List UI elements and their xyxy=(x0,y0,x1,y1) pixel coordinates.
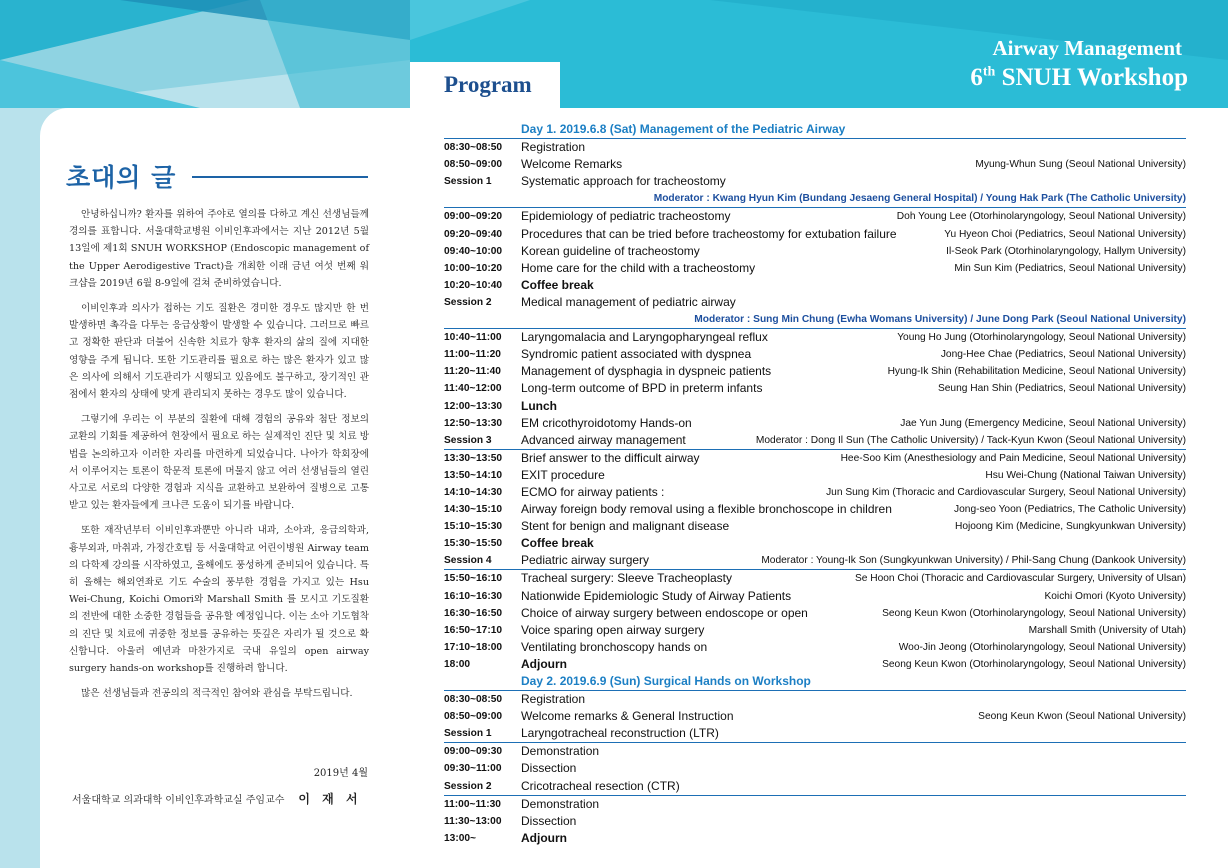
speaker-cell: Seong Keun Kwon (Otorhinolaryngology, Seoul National University) xyxy=(882,658,1186,670)
talk-title: Coffee break xyxy=(521,277,594,292)
session-label: Session 3 xyxy=(444,434,492,446)
schedule-row xyxy=(444,535,1186,552)
moderator-row xyxy=(444,190,1186,208)
session-label: Session 2 xyxy=(444,780,492,792)
schedule-row xyxy=(444,796,1186,813)
schedule-row xyxy=(444,277,1186,294)
talk-title: Registration xyxy=(521,140,586,155)
workshop-title-line2 xyxy=(970,64,1188,92)
speaker-cell: Marshall Smith (University of Utah) xyxy=(1028,624,1186,636)
session-row xyxy=(444,552,1186,570)
time-cell: 11:20~11:40 xyxy=(444,366,501,378)
time-cell: 10:20~10:40 xyxy=(444,279,503,291)
session-title: Pediatric airway surgery xyxy=(521,553,650,568)
speaker-cell: Myung-Whun Sung (Seoul National University) xyxy=(975,159,1186,171)
speaker-cell: Hojoong Kim (Medicine, Sungkyunkwan University) xyxy=(954,521,1186,533)
paragraph: 그렇기에 우리는 이 부분의 질환에 대해 경험의 공유와 첨단 정보의 교환의 기회를 제공하여 현장에서 필요로 하는 실제적인 진단 및 치료 방법을 논의하고자 이러한 자리를 마련하게 되었습니다. 나아가 학회장에서 이루어지는 토론이 학문적 토론에 머물지 않고 여러 선생님들의 열린 사고로 서로의 다양한 경험과 지식을 교환하고 보완하여 질병으로 고통받고 있는 환자들에게 크나큰 도움이 되기를 바랍니다. xyxy=(69,414,369,512)
invitation-body xyxy=(69,206,369,710)
talk-title: Management of dysphagia in dyspneic patients xyxy=(521,364,772,379)
schedule-row xyxy=(444,363,1186,380)
talk-title: Demonstration xyxy=(521,744,600,759)
session-label: Session 2 xyxy=(444,296,492,308)
schedule-row xyxy=(444,156,1186,173)
signer-name: 이 재 서 xyxy=(298,792,362,806)
schedule-row xyxy=(444,708,1186,725)
talk-title: EM cricothyroidotomy Hands-on xyxy=(521,415,692,430)
schedule-row xyxy=(444,691,1186,708)
schedule-row xyxy=(444,518,1186,535)
session-label: Session 4 xyxy=(444,555,492,567)
time-cell: 11:00~11:30 xyxy=(444,798,501,810)
talk-title: Adjourn xyxy=(521,830,567,845)
schedule-row xyxy=(444,484,1186,501)
session-row xyxy=(444,725,1186,743)
speaker-cell: Jae Yun Jung (Emergency Medicine, Seoul National University) xyxy=(900,417,1186,429)
time-cell: 08:50~09:00 xyxy=(444,159,503,171)
time-cell: 13:00~ xyxy=(444,832,477,844)
talk-title: Syndromic patient associated with dyspnea xyxy=(521,347,752,362)
time-cell: 10:40~11:00 xyxy=(444,332,502,344)
talk-title: Ventilating bronchoscopy hands on xyxy=(521,639,708,654)
talk-title: Coffee break xyxy=(521,536,594,551)
talk-title: Long-term outcome of BPD in preterm infants xyxy=(521,381,763,396)
schedule-row xyxy=(444,639,1186,656)
session-title: Advanced airway management xyxy=(521,432,686,447)
schedule-row xyxy=(444,656,1186,673)
paragraph: 안녕하십니까? 환자를 위하여 주야로 열의를 다하고 계신 선생님들께 경의를 표합니다. 서울대학교병원 이비인후과에서는 지난 2012년 5월 13일에 제1회 SNUH WORKSHOP (Endoscopic management of the Upper Aerodigestive Tract)을 개최한 이래 금년 여섯 번째 워크샵을 2019년 6월 8-9일에 걸쳐 준비하였습니다. xyxy=(69,209,369,289)
talk-title: EXIT procedure xyxy=(521,467,605,482)
schedule-row xyxy=(444,622,1186,639)
speaker-cell: Jun Sung Kim (Thoracic and Cardiovascular Surgery, Seoul National University) xyxy=(826,486,1186,498)
time-cell: 10:00~10:20 xyxy=(444,262,503,274)
time-cell: 18:00 xyxy=(444,658,471,670)
time-cell: 09:40~10:00 xyxy=(444,245,503,257)
schedule-row xyxy=(444,329,1186,346)
talk-title: Airway foreign body removal using a flexible bronchoscope in children xyxy=(521,502,892,517)
moderator-text: Moderator : Sung Min Chung (Ewha Womans University) / June Dong Park (Seoul National University) xyxy=(694,314,1186,326)
time-cell: 16:50~17:10 xyxy=(444,624,503,636)
time-cell: 09:00~09:30 xyxy=(444,746,503,758)
schedule-row xyxy=(444,830,1186,847)
program-title: Program xyxy=(444,72,532,97)
workshop-name: SNUH Workshop xyxy=(995,64,1188,91)
schedule-row xyxy=(444,139,1186,156)
workshop-number: 6 xyxy=(970,64,983,91)
schedule-row xyxy=(444,208,1186,225)
talk-title: Voice sparing open airway surgery xyxy=(521,622,705,637)
talk-title: Lunch xyxy=(521,398,557,413)
signature-line xyxy=(72,790,368,807)
speaker-cell: Young Ho Jung (Otorhinolaryngology, Seoul National University) xyxy=(897,332,1186,344)
schedule-row xyxy=(444,743,1186,760)
talk-title: Demonstration xyxy=(521,796,600,811)
day-header xyxy=(444,673,1186,691)
speaker-cell: Seong Keun Kwon (Otorhinolaryngology, Seoul National University) xyxy=(882,607,1186,619)
time-cell: 16:10~16:30 xyxy=(444,590,503,602)
speaker-cell: Woo-Jin Jeong (Otorhinolaryngology, Seoul National University) xyxy=(898,641,1186,653)
speaker-cell: Koichi Omori (Kyoto University) xyxy=(1044,590,1186,602)
schedule-row xyxy=(444,467,1186,484)
time-cell: 14:10~14:30 xyxy=(444,486,503,498)
session-title: Cricotracheal resection (CTR) xyxy=(521,778,680,793)
talk-title: Welcome Remarks xyxy=(521,157,623,172)
session-label: Session 1 xyxy=(444,728,492,740)
time-cell: 08:30~08:50 xyxy=(444,142,503,154)
time-cell: 13:50~14:10 xyxy=(444,469,503,481)
invitation-title: 초대의 글 xyxy=(66,163,177,192)
schedule-row xyxy=(444,243,1186,260)
speaker-cell: Seong Keun Kwon (Seoul National University) xyxy=(978,711,1186,723)
time-cell: 15:50~16:10 xyxy=(444,573,503,585)
speaker-cell: Yu Hyeon Choi (Pediatrics, Seoul National University) xyxy=(944,228,1186,240)
talk-title: Laryngomalacia and Laryngopharyngeal reflux xyxy=(521,330,768,345)
speaker-cell: Hsu Wei-Chung (National Taiwan University) xyxy=(985,469,1186,481)
session-title: Systematic approach for tracheostomy xyxy=(521,174,726,189)
schedule-row xyxy=(444,501,1186,518)
moderator-row xyxy=(444,311,1186,329)
talk-title: Home care for the child with a tracheostomy xyxy=(521,260,756,275)
talk-title: Dissection xyxy=(521,813,577,828)
session-row xyxy=(444,173,1186,190)
talk-title: Choice of airway surgery between endoscope or open xyxy=(521,605,808,620)
talk-title: Korean guideline of tracheostomy xyxy=(521,243,700,258)
schedule-row xyxy=(444,226,1186,243)
time-cell: 11:00~11:20 xyxy=(444,349,501,361)
talk-title: ECMO for airway patients : xyxy=(521,484,665,499)
moderator-text: Moderator : Kwang Hyun Kim (Bundang Jesaeng General Hospital) / Young Hak Park (The Catholic University) xyxy=(653,193,1186,205)
invitation-date: 2019년 4월 xyxy=(313,768,368,779)
time-cell: 08:30~08:50 xyxy=(444,694,503,706)
talk-title: Registration xyxy=(521,692,586,707)
moderator-text: Moderator : Young-Ik Son (Sungkyunkwan University) / Phil-Sang Chung (Dankook University) xyxy=(761,555,1186,567)
talk-title: Stent for benign and malignant disease xyxy=(521,519,730,534)
moderator-text: Moderator : Dong Il Sun (The Catholic University) / Tack-Kyun Kwon (Seoul National University) xyxy=(755,434,1186,446)
speaker-cell: Il-Seok Park (Otorhinolaryngology, Hallym University) xyxy=(946,245,1186,257)
affiliation: 서울대학교 의과대학 이비인후과학교실 주임교수 xyxy=(72,795,285,806)
workshop-suffix: th xyxy=(982,64,996,80)
schedule-row xyxy=(444,605,1186,622)
talk-title: Brief answer to the difficult airway xyxy=(521,450,700,465)
talk-title: Epidemiology of pediatric tracheostomy xyxy=(521,209,731,224)
speaker-cell: Se Hoon Choi (Thoracic and Cardiovascular Surgery, University of Ulsan) xyxy=(854,573,1186,585)
program-table xyxy=(444,121,1186,847)
speaker-cell: Jong-seo Yoon (Pediatrics, The Catholic University) xyxy=(954,504,1186,516)
time-cell: 12:50~13:30 xyxy=(444,417,503,429)
session-row xyxy=(444,294,1186,311)
time-cell: 11:30~13:00 xyxy=(444,815,502,827)
speaker-cell: Doh Young Lee (Otorhinolaryngology, Seoul National University) xyxy=(896,211,1186,223)
day-title: Day 1. 2019.6.8 (Sat) Management of the Pediatric Airway xyxy=(521,122,846,136)
time-cell: 09:30~11:00 xyxy=(444,763,502,775)
time-cell: 13:30~13:50 xyxy=(444,452,503,464)
time-cell: 15:10~15:30 xyxy=(444,521,503,533)
talk-title: Adjourn xyxy=(521,656,567,671)
time-cell: 15:30~15:50 xyxy=(444,538,503,550)
schedule-row xyxy=(444,813,1186,830)
schedule-row xyxy=(444,398,1186,415)
speaker-cell: Min Sun Kim (Pediatrics, Seoul National University) xyxy=(954,262,1186,274)
session-title: Laryngotracheal reconstruction (LTR) xyxy=(521,726,719,741)
time-cell: 14:30~15:10 xyxy=(444,504,503,516)
schedule-row xyxy=(444,260,1186,277)
schedule-row xyxy=(444,588,1186,605)
speaker-cell: Seung Han Shin (Pediatrics, Seoul National University) xyxy=(937,383,1186,395)
schedule-row xyxy=(444,450,1186,467)
speaker-cell: Hyung-Ik Shin (Rehabilitation Medicine, Seoul National University) xyxy=(887,366,1186,378)
day-header xyxy=(444,121,1186,139)
time-cell: 16:30~16:50 xyxy=(444,607,503,619)
session-row xyxy=(444,432,1186,450)
talk-title: Dissection xyxy=(521,761,577,776)
schedule-row xyxy=(444,570,1186,587)
paragraph: 또한 재작년부터 이비인후과뿐만 아니라 내과, 소아과, 응급의학과, 흉부외과, 마취과, 가정간호팀 등 서울대학교 어린이병원 Airway team의 다학제 강의를 시작하였고, 올해에도 풍성하게 준비되어 있습니다. 특히 올해는 해외연좌로 기도 수술의 풍부한 경험을 가지고 있는 Hsu Wei-Chung, Koichi Omori와 Marshall Smith 를 모시고 기도질환의 전반에 대한 소중한 경험들을 공유할 예정입니다. 이는 소아 기도협착의 진단 및 치료에 귀중한 정보를 공유하는 뜻깊은 자리가 될 것으로 확신합니다. 아울러 예년과 마찬가지로 국내 유일의 open airway surgery hands-on workshop를 진행하려 합니다. xyxy=(69,525,369,675)
time-cell: 17:10~18:00 xyxy=(444,641,503,653)
speaker-cell: Hee-Soo Kim (Anesthesiology and Pain Medicine, Seoul National University) xyxy=(840,452,1186,464)
schedule-row xyxy=(444,380,1186,397)
paragraph: 많은 선생님들과 전공의의 적극적인 참여와 관심을 부탁드립니다. xyxy=(81,688,353,700)
day-title: Day 2. 2019.6.9 (Sun) Surgical Hands on Workshop xyxy=(521,674,811,688)
talk-title: Procedures that can be tried before tracheostomy for extubation failure xyxy=(521,226,897,241)
time-cell: 09:20~09:40 xyxy=(444,228,503,240)
talk-title: Nationwide Epidemiologic Study of Airway Patients xyxy=(521,588,792,603)
workshop-title-line1: Airway Management xyxy=(992,36,1182,60)
talk-title: Tracheal surgery: Sleeve Tracheoplasty xyxy=(521,571,732,586)
time-cell: 12:00~13:30 xyxy=(444,400,503,412)
session-row xyxy=(444,778,1186,796)
session-label: Session 1 xyxy=(444,176,492,188)
title-underline xyxy=(192,176,368,178)
time-cell: 11:40~12:00 xyxy=(444,383,502,395)
time-cell: 09:00~09:20 xyxy=(444,211,503,223)
session-title: Medical management of pediatric airway xyxy=(521,294,736,309)
talk-title: Welcome remarks & General Instruction xyxy=(521,709,734,724)
speaker-cell: Jong-Hee Chae (Pediatrics, Seoul National University) xyxy=(940,349,1186,361)
schedule-row xyxy=(444,415,1186,432)
schedule-row xyxy=(444,346,1186,363)
time-cell: 08:50~09:00 xyxy=(444,711,503,723)
paragraph: 이비인후과 의사가 접하는 기도 질환은 경미한 경우도 많지만 한 번 발생하면 촉각을 다투는 응급상황이 발생할 수 있습니다. 그러므로 빠르고 정확한 판단과 더불어 신속한 치료가 향후 환자의 삶의 질에 지대한 영향을 주게 됩니다. 또한 기도관리를 필요로 하는 많은 환자가 있고 많은 의사에 의해서 기도관리가 시행되고 있음에도 불구하고, 장기적인 관점에서 환자의 상태에 맞게 관리되지 못하는 경우도 많이 있습니다. xyxy=(69,303,369,401)
schedule-row xyxy=(444,760,1186,777)
